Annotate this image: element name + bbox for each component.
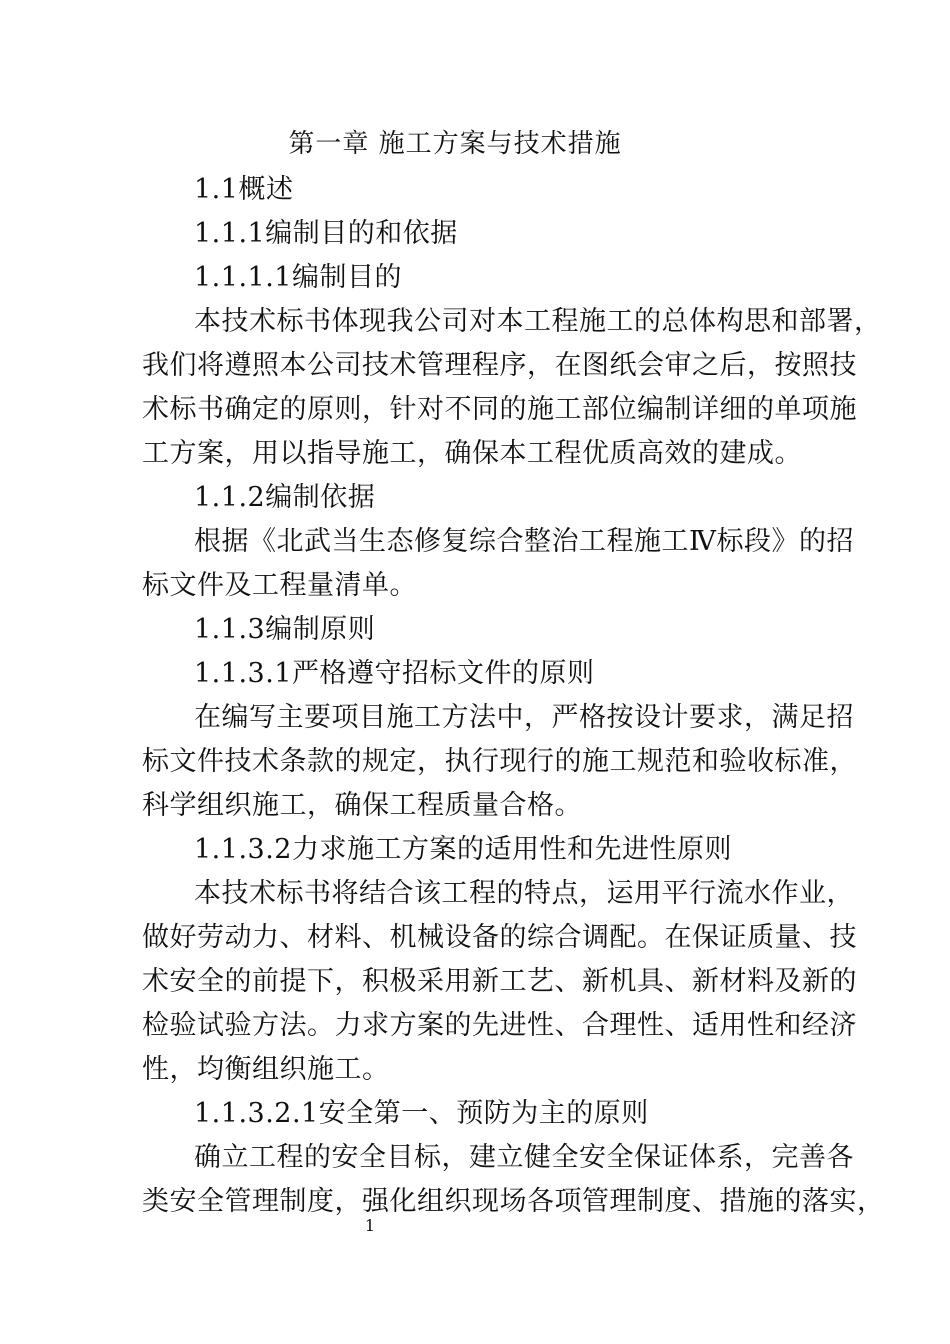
body-text [142, 168, 885, 1224]
page-number: 1 [364, 1216, 376, 1235]
text-line: 1.1.3.1严格遵守招标文件的原则 [194, 658, 595, 689]
text-line: 1.1.1编制目的和依据 [194, 218, 458, 249]
text-line: 1.1.1.1编制目的 [194, 262, 402, 293]
text-line: 在编写主要项目施工方法中，严格按设计要求，满足招 [194, 702, 854, 733]
text-line: 根据《北武当生态修复综合整治工程施工Ⅳ标段》的招 [194, 526, 854, 557]
text-line: 术标书确定的原则，针对不同的施工部位编制详细的单项施 [142, 394, 857, 425]
text-line: 1.1.3.2.1安全第一、预防为主的原则 [194, 1098, 649, 1129]
text-line: 本技术标书将结合该工程的特点，运用平行流水作业， [194, 878, 854, 909]
text-line: 术安全的前提下，积极采用新工艺、新机具、新材料及新的 [142, 966, 857, 997]
text-line: 性，均衡组织施工。 [142, 1054, 390, 1085]
text-line: 科学组织施工，确保工程质量合格。 [142, 790, 582, 821]
text-line: 1.1.3.2力求施工方案的适用性和先进性原则 [194, 834, 732, 865]
text-line: 本技术标书体现我公司对本工程施工的总体构思和部署， [194, 306, 882, 337]
text-line: 1.1概述 [194, 174, 294, 205]
text-line: 1.1.2编制依据 [194, 482, 376, 513]
text-line: 工方案，用以指导施工，确保本工程优质高效的建成。 [142, 438, 802, 469]
text-line: 确立工程的安全目标，建立健全安全保证体系，完善各 [194, 1142, 854, 1173]
chapter-title: 第一章 施工方案与技术措施 [288, 129, 622, 159]
text-line: 类安全管理制度，强化组织现场各项管理制度、措施的落实， [142, 1186, 885, 1217]
text-line: 做好劳动力、材料、机械设备的综合调配。在保证质量、技 [142, 922, 857, 953]
text-line: 1.1.3编制原则 [194, 614, 376, 645]
text-line: 检验试验方法。力求方案的先进性、合理性、适用性和经济 [142, 1010, 857, 1041]
text-line: 标文件技术条款的规定，执行现行的施工规范和验收标准， [142, 746, 857, 777]
text-line: 标文件及工程量清单。 [142, 570, 417, 601]
text-line: 我们将遵照本公司技术管理程序，在图纸会审之后，按照技 [142, 350, 857, 381]
